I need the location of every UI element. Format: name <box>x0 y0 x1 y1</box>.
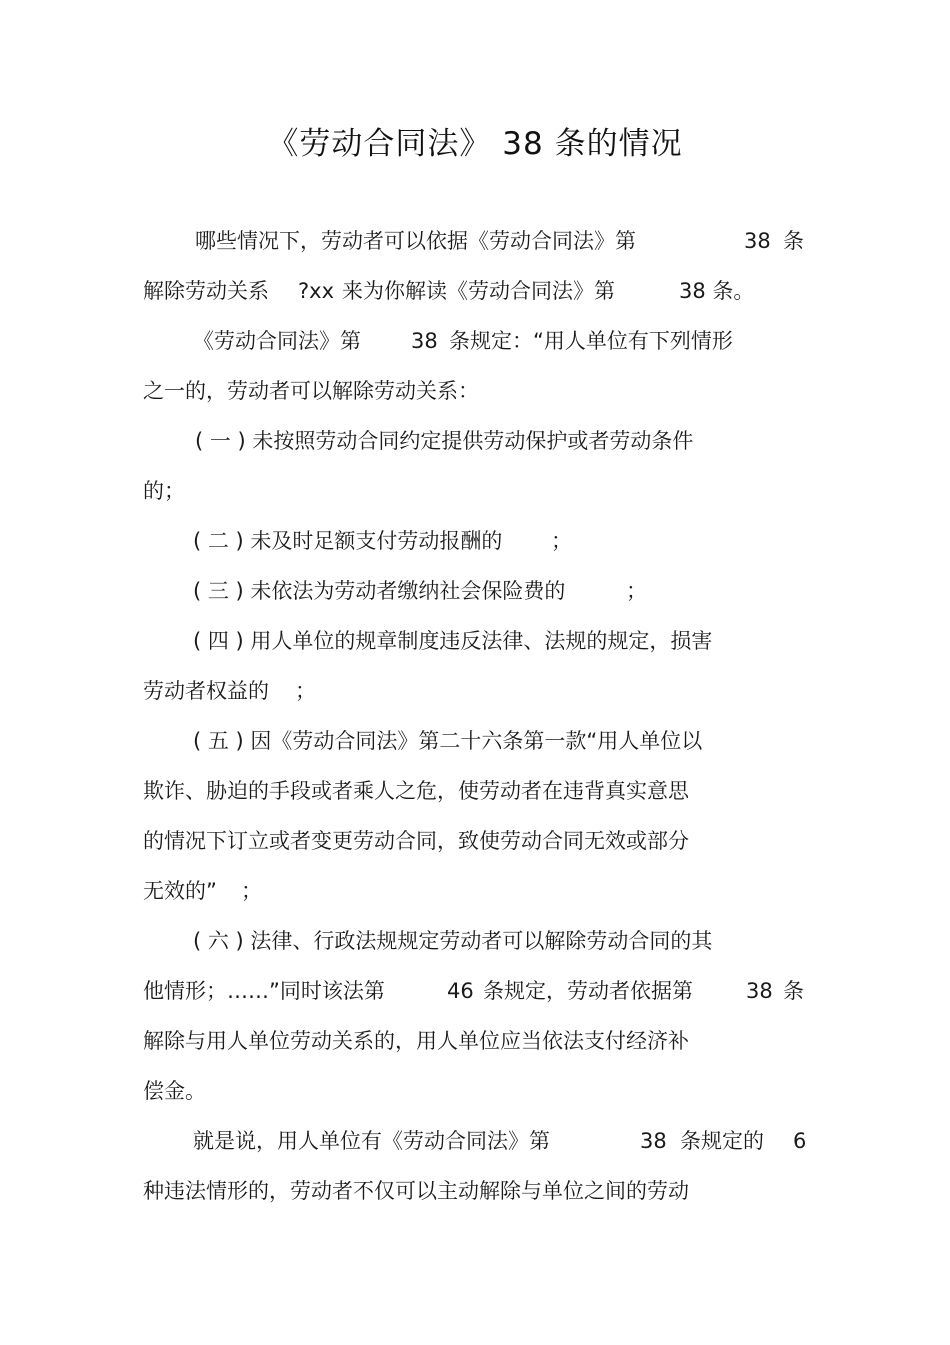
document-title: 《劳动合同法》 38 条的情况 <box>267 126 683 162</box>
paragraph-line-20 <box>0 1171 950 1211</box>
text-segment: 6 <box>793 1129 807 1153</box>
paragraph-line-3 <box>0 321 950 361</box>
text-segment: ( 四 ) 用人单位的规章制度违反法律、法规的规定，损害 <box>193 629 713 653</box>
text-segment: 条 <box>783 229 804 253</box>
text-segment: 解除劳动关系 <box>143 279 269 303</box>
text-segment: 38 <box>640 1129 667 1153</box>
paragraph-line-9 <box>0 621 950 661</box>
paragraph-line-4 <box>0 371 950 411</box>
paragraph-line-8 <box>0 571 950 611</box>
paragraph-line-15 <box>0 921 950 961</box>
text-segment: ； <box>295 679 316 703</box>
paragraph-line-16 <box>0 971 950 1011</box>
paragraph-line-5 <box>0 421 950 461</box>
text-segment: ( 二 ) 未及时足额支付劳动报酬的 <box>193 529 503 553</box>
text-segment: 38 <box>744 229 771 253</box>
text-segment: 的； <box>143 479 185 503</box>
text-segment: 38 <box>411 329 438 353</box>
text-segment: ?xx <box>298 279 335 303</box>
text-segment: ； <box>626 579 647 603</box>
text-segment: 来为你解读《劳动合同法》第 <box>342 279 615 303</box>
paragraph-line-13 <box>0 821 950 861</box>
paragraph-line-11 <box>0 721 950 761</box>
text-segment: 欺诈、胁迫的手段或者乘人之危，使劳动者在违背真实意思 <box>143 779 689 803</box>
text-segment: 条规定：“用人单位有下列情形 <box>449 329 733 353</box>
paragraph-line-18 <box>0 1071 950 1111</box>
text-segment: 的情况下订立或者变更劳动合同，致使劳动合同无效或部分 <box>143 829 689 853</box>
text-segment: 他情形；……”同时该法第 <box>143 979 385 1003</box>
paragraph-line-10 <box>0 671 950 711</box>
paragraph-line-7 <box>0 521 950 561</box>
text-segment: 解除与用人单位劳动关系的，用人单位应当依法支付经济补 <box>143 1029 689 1053</box>
text-segment: 条规定，劳动者依据第 <box>483 979 693 1003</box>
text-segment: 38 <box>746 979 773 1003</box>
text-segment: 偿金。 <box>143 1079 206 1103</box>
text-segment: ( 六 ) 法律、行政法规规定劳动者可以解除劳动合同的其 <box>193 929 713 953</box>
text-segment: ( 一 ) 未按照劳动合同约定提供劳动保护或者劳动条件 <box>195 429 694 453</box>
paragraph-line-17 <box>0 1021 950 1061</box>
paragraph-line-2 <box>0 271 950 311</box>
text-segment: 劳动者权益的 <box>143 679 269 703</box>
text-segment: 条 <box>783 979 804 1003</box>
text-segment: ； <box>241 879 262 903</box>
text-segment: 《劳动合同法》第 <box>193 329 361 353</box>
text-segment: 种违法情形的，劳动者不仅可以主动解除与单位之间的劳动 <box>143 1179 689 1203</box>
text-segment: 就是说，用人单位有《劳动合同法》第 <box>193 1129 550 1153</box>
text-segment: 46 <box>447 979 474 1003</box>
text-segment: 38 条。 <box>679 279 755 303</box>
paragraph-line-1 <box>0 221 950 261</box>
paragraph-line-6 <box>0 471 950 511</box>
text-segment: ( 三 ) 未依法为劳动者缴纳社会保险费的 <box>193 579 566 603</box>
text-segment: 条规定的 <box>680 1129 764 1153</box>
paragraph-line-14 <box>0 871 950 911</box>
paragraph-line-12 <box>0 771 950 811</box>
text-segment: ( 五 ) 因《劳动合同法》第二十六条第一款“用人单位以 <box>193 729 703 753</box>
text-segment: ； <box>551 529 572 553</box>
paragraph-line-19 <box>0 1121 950 1161</box>
text-segment: 之一的，劳动者可以解除劳动关系： <box>143 379 479 403</box>
text-segment: 无效的” <box>143 879 217 903</box>
text-segment: 哪些情况下，劳动者可以依据《劳动合同法》第 <box>195 229 636 253</box>
